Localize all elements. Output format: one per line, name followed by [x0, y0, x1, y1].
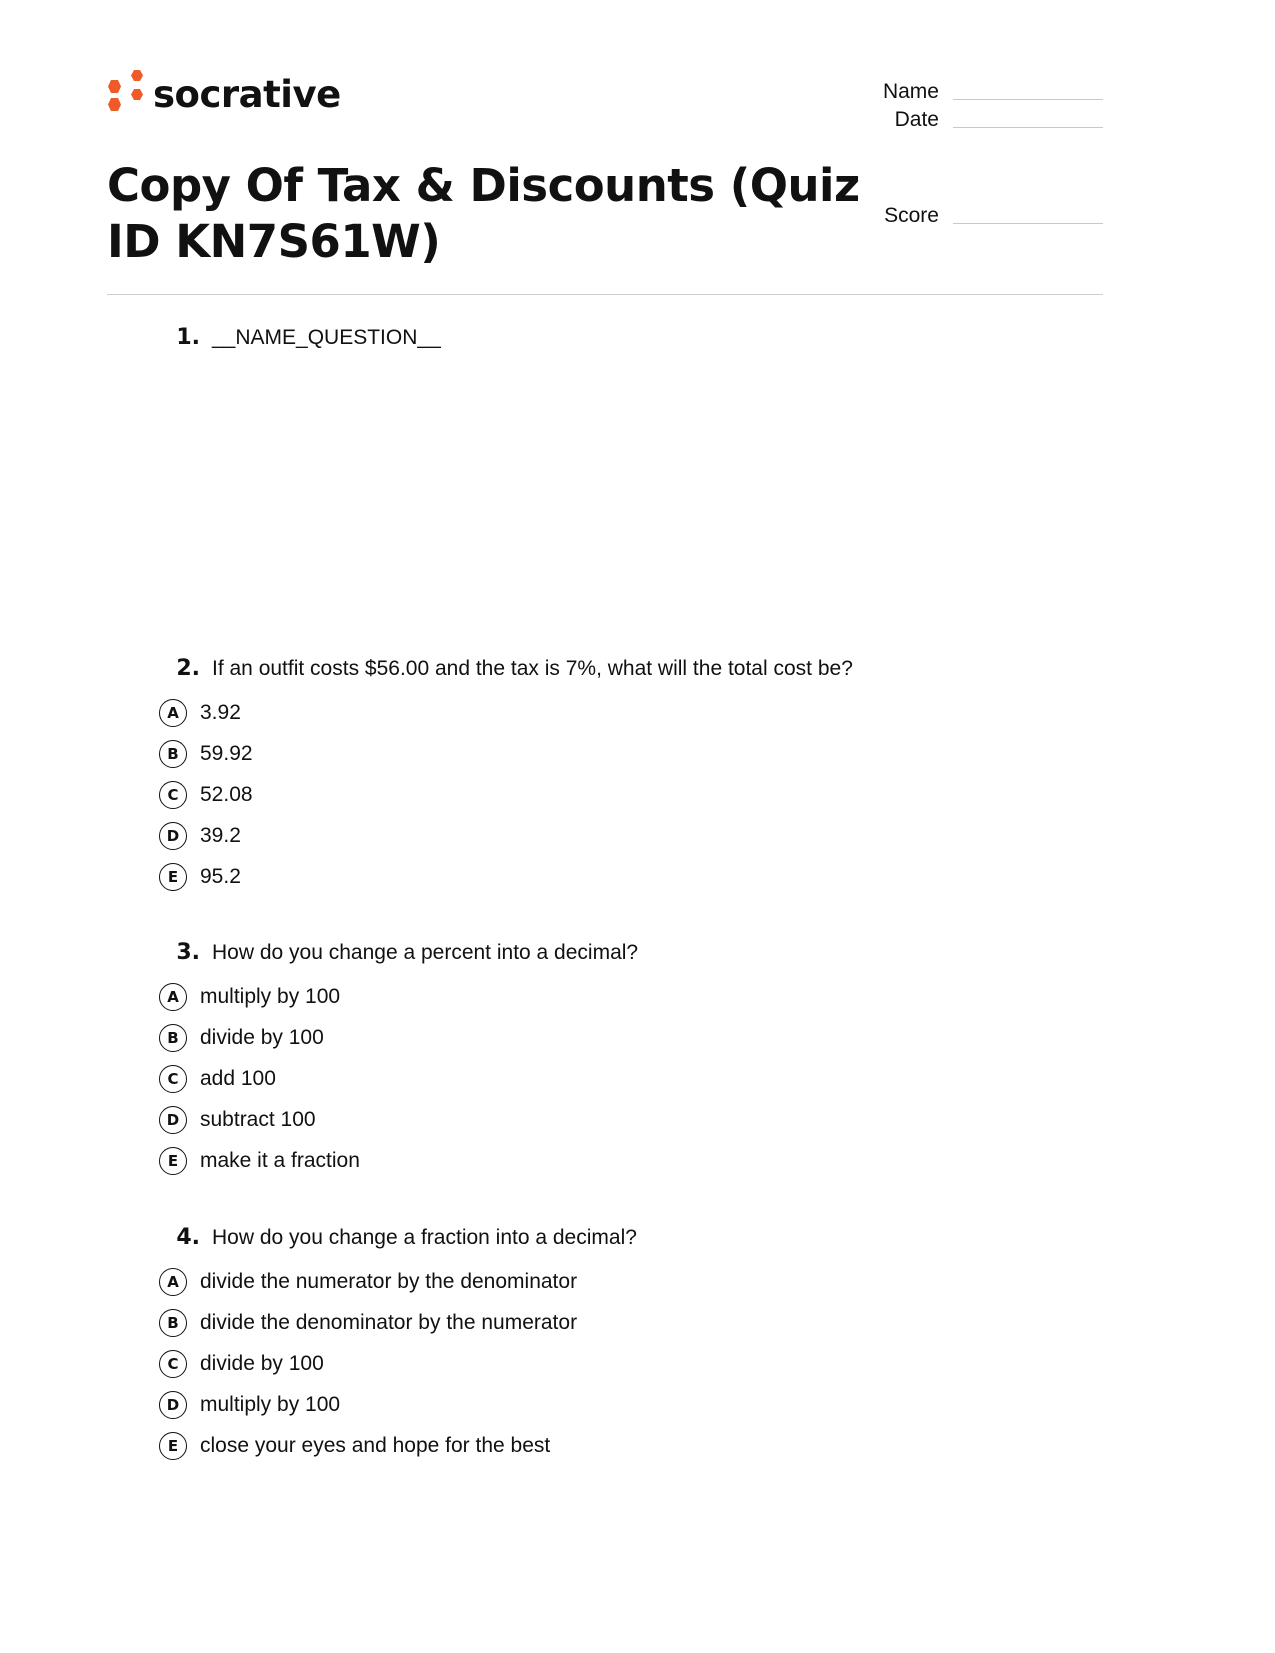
name-label: Name [882, 80, 939, 103]
answer-option-d[interactable] [158, 815, 853, 856]
answer-option-a[interactable] [158, 1261, 637, 1302]
question-text: If an outfit costs $56.00 and the tax is 7%, what will the total cost be? [212, 657, 853, 680]
answer-option-a[interactable] [158, 976, 638, 1017]
score-label: Score [884, 204, 939, 227]
option-letter-badge: D [159, 1391, 187, 1419]
option-text: make it a fraction [200, 1148, 360, 1172]
date-label: Date [894, 108, 939, 131]
option-text: 59.92 [200, 741, 253, 765]
option-letter-badge: C [159, 1350, 187, 1378]
option-letter-badge: E [159, 1432, 187, 1460]
score-line[interactable] [953, 222, 1103, 224]
question-3 [158, 940, 638, 1181]
socrative-logo [107, 68, 341, 120]
option-text: 39.2 [200, 823, 241, 847]
option-text: divide the denominator by the numerator [200, 1310, 578, 1334]
question-number: 3. [176, 940, 200, 965]
option-text: multiply by 100 [200, 984, 341, 1008]
answer-option-e[interactable] [158, 1140, 638, 1181]
option-text: 95.2 [200, 864, 241, 888]
question-2 [158, 656, 853, 897]
option-text: 3.92 [200, 700, 241, 724]
date-field [863, 104, 1103, 132]
option-text: add 100 [200, 1066, 276, 1090]
score-field [863, 200, 1103, 228]
option-text: subtract 100 [200, 1107, 316, 1131]
quiz-title: Copy Of Tax & Discounts (Quiz ID KN7S61W) [107, 159, 860, 268]
question-number: 4. [176, 1225, 200, 1250]
option-letter-badge: A [159, 983, 187, 1011]
question-4 [158, 1225, 637, 1466]
question-text: How do you change a percent into a decimal? [212, 941, 639, 964]
option-letter-badge: C [159, 781, 187, 809]
question-number: 1. [176, 325, 200, 350]
answer-option-e[interactable] [158, 856, 853, 897]
option-letter-badge: B [159, 1024, 187, 1052]
answer-option-e[interactable] [158, 1425, 637, 1466]
option-text: divide the numerator by the denominator [200, 1269, 578, 1293]
option-text: close your eyes and hope for the best [200, 1433, 551, 1457]
answer-option-a[interactable] [158, 692, 853, 733]
question-number: 2. [176, 656, 200, 681]
answer-option-b[interactable] [158, 1017, 638, 1058]
question-header [158, 656, 853, 692]
answer-option-b[interactable] [158, 1302, 637, 1343]
question-header [158, 940, 638, 976]
hexagon-cluster-icon [107, 68, 145, 120]
option-letter-badge: B [159, 740, 187, 768]
option-letter-badge: C [159, 1065, 187, 1093]
question-text: How do you change a fraction into a decimal? [212, 1226, 637, 1249]
option-letter-badge: B [159, 1309, 187, 1337]
option-letter-badge: E [159, 863, 187, 891]
option-letter-badge: A [159, 699, 187, 727]
name-line[interactable] [953, 98, 1103, 100]
answer-option-d[interactable] [158, 1384, 637, 1425]
student-info-fields [863, 76, 1103, 228]
question-1 [158, 325, 441, 361]
question-text: __NAME_QUESTION__ [212, 326, 441, 349]
answer-option-c[interactable] [158, 774, 853, 815]
brand-name: socrative [153, 72, 341, 116]
question-header [158, 325, 441, 361]
name-field [863, 76, 1103, 104]
option-text: divide by 100 [200, 1025, 324, 1049]
answer-option-d[interactable] [158, 1099, 638, 1140]
option-text: multiply by 100 [200, 1392, 341, 1416]
option-letter-badge: E [159, 1147, 187, 1175]
answer-option-c[interactable] [158, 1343, 637, 1384]
date-line[interactable] [953, 126, 1103, 128]
answer-option-c[interactable] [158, 1058, 638, 1099]
option-letter-badge: A [159, 1268, 187, 1296]
option-text: divide by 100 [200, 1351, 324, 1375]
option-letter-badge: D [159, 1106, 187, 1134]
option-letter-badge: D [159, 822, 187, 850]
option-text: 52.08 [200, 782, 253, 806]
answer-option-b[interactable] [158, 733, 853, 774]
header-divider [107, 294, 1103, 295]
question-header [158, 1225, 637, 1261]
